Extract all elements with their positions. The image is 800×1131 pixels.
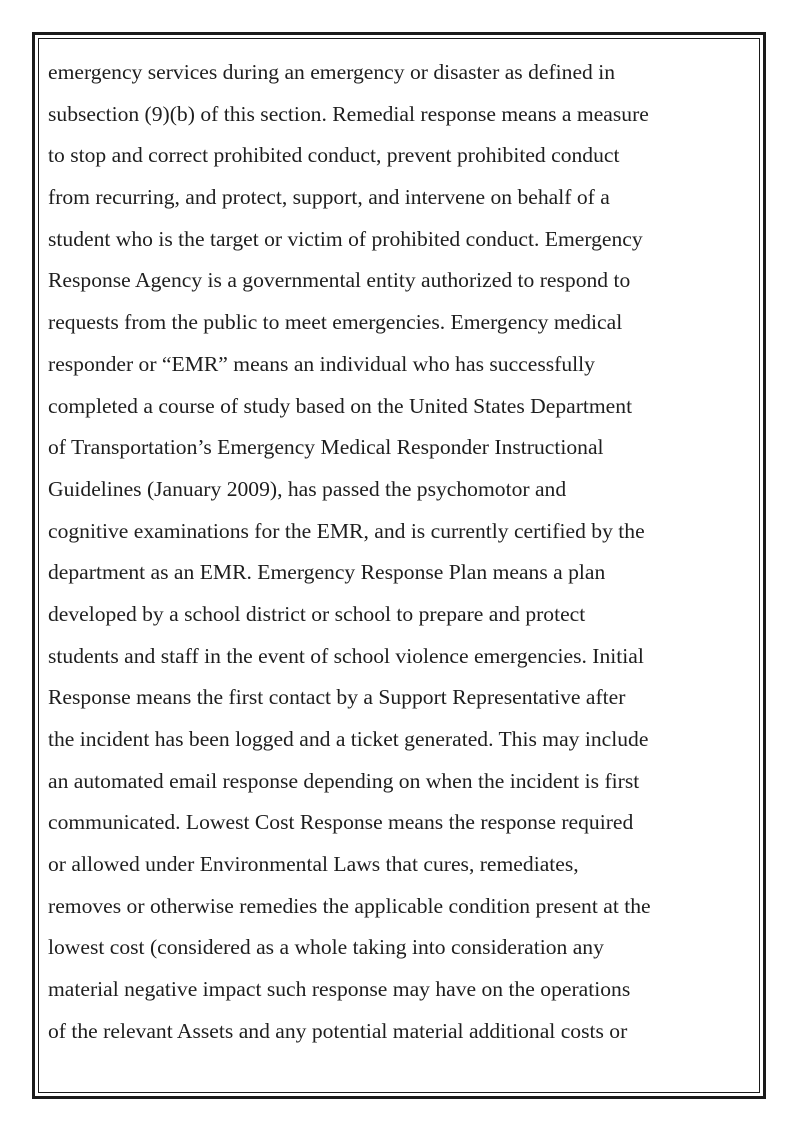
text-line: the incident has been logged and a ticket generated. This may include [48,727,649,751]
text-line: completed a course of study based on the United States Department [48,393,633,418]
text-line: from recurring, and protect, support, and intervene on behalf of a [48,185,610,210]
text-line: removes or otherwise remedies the applicable condition present at the [48,893,651,918]
text-line: material negative impact such response may have on the operations [48,977,631,1002]
text-line: cognitive examinations for the EMR, and is currently certified by the [48,518,645,543]
text-line: communicated. Lowest Cost Response means the response required [48,810,634,835]
text-line: responder or “EMR” means an individual who has successfully [48,351,595,376]
text-line: requests from the public to meet emergencies. Emergency medical [48,310,623,335]
text-line: Response means the first contact by a Support Representative after [48,685,626,710]
text-line: department as an EMR. Emergency Response Plan means a plan [48,560,606,585]
text-line: lowest cost (considered as a whole taking into consideration any [48,935,604,960]
text-line: subsection (9)(b) of this section. Remedial response means a measure [48,101,649,126]
text-line: emergency services during an emergency or disaster as defined in [48,60,616,84]
text-line: developed by a school district or school to prepare and protect [48,601,586,626]
text-line: to stop and correct prohibited conduct, prevent prohibited conduct [48,143,620,168]
text-line: students and staff in the event of school violence emergencies. Initial [48,643,644,668]
text-line: Response Agency is a governmental entity authorized to respond to [48,268,631,293]
text-line: student who is the target or victim of prohibited conduct. Emergency [48,226,643,251]
text-line: of Transportation’s Emergency Medical Responder Instructional [48,435,604,460]
text-line: an automated email response depending on when the incident is first [48,768,640,793]
text-line: or allowed under Environmental Laws that cures, remediates, [48,852,579,877]
text-line: of the relevant Assets and any potential material additional costs or [48,1018,628,1043]
text-line: Guidelines (January 2009), has passed the psychomotor and [48,476,567,501]
body-text [48,52,738,1053]
